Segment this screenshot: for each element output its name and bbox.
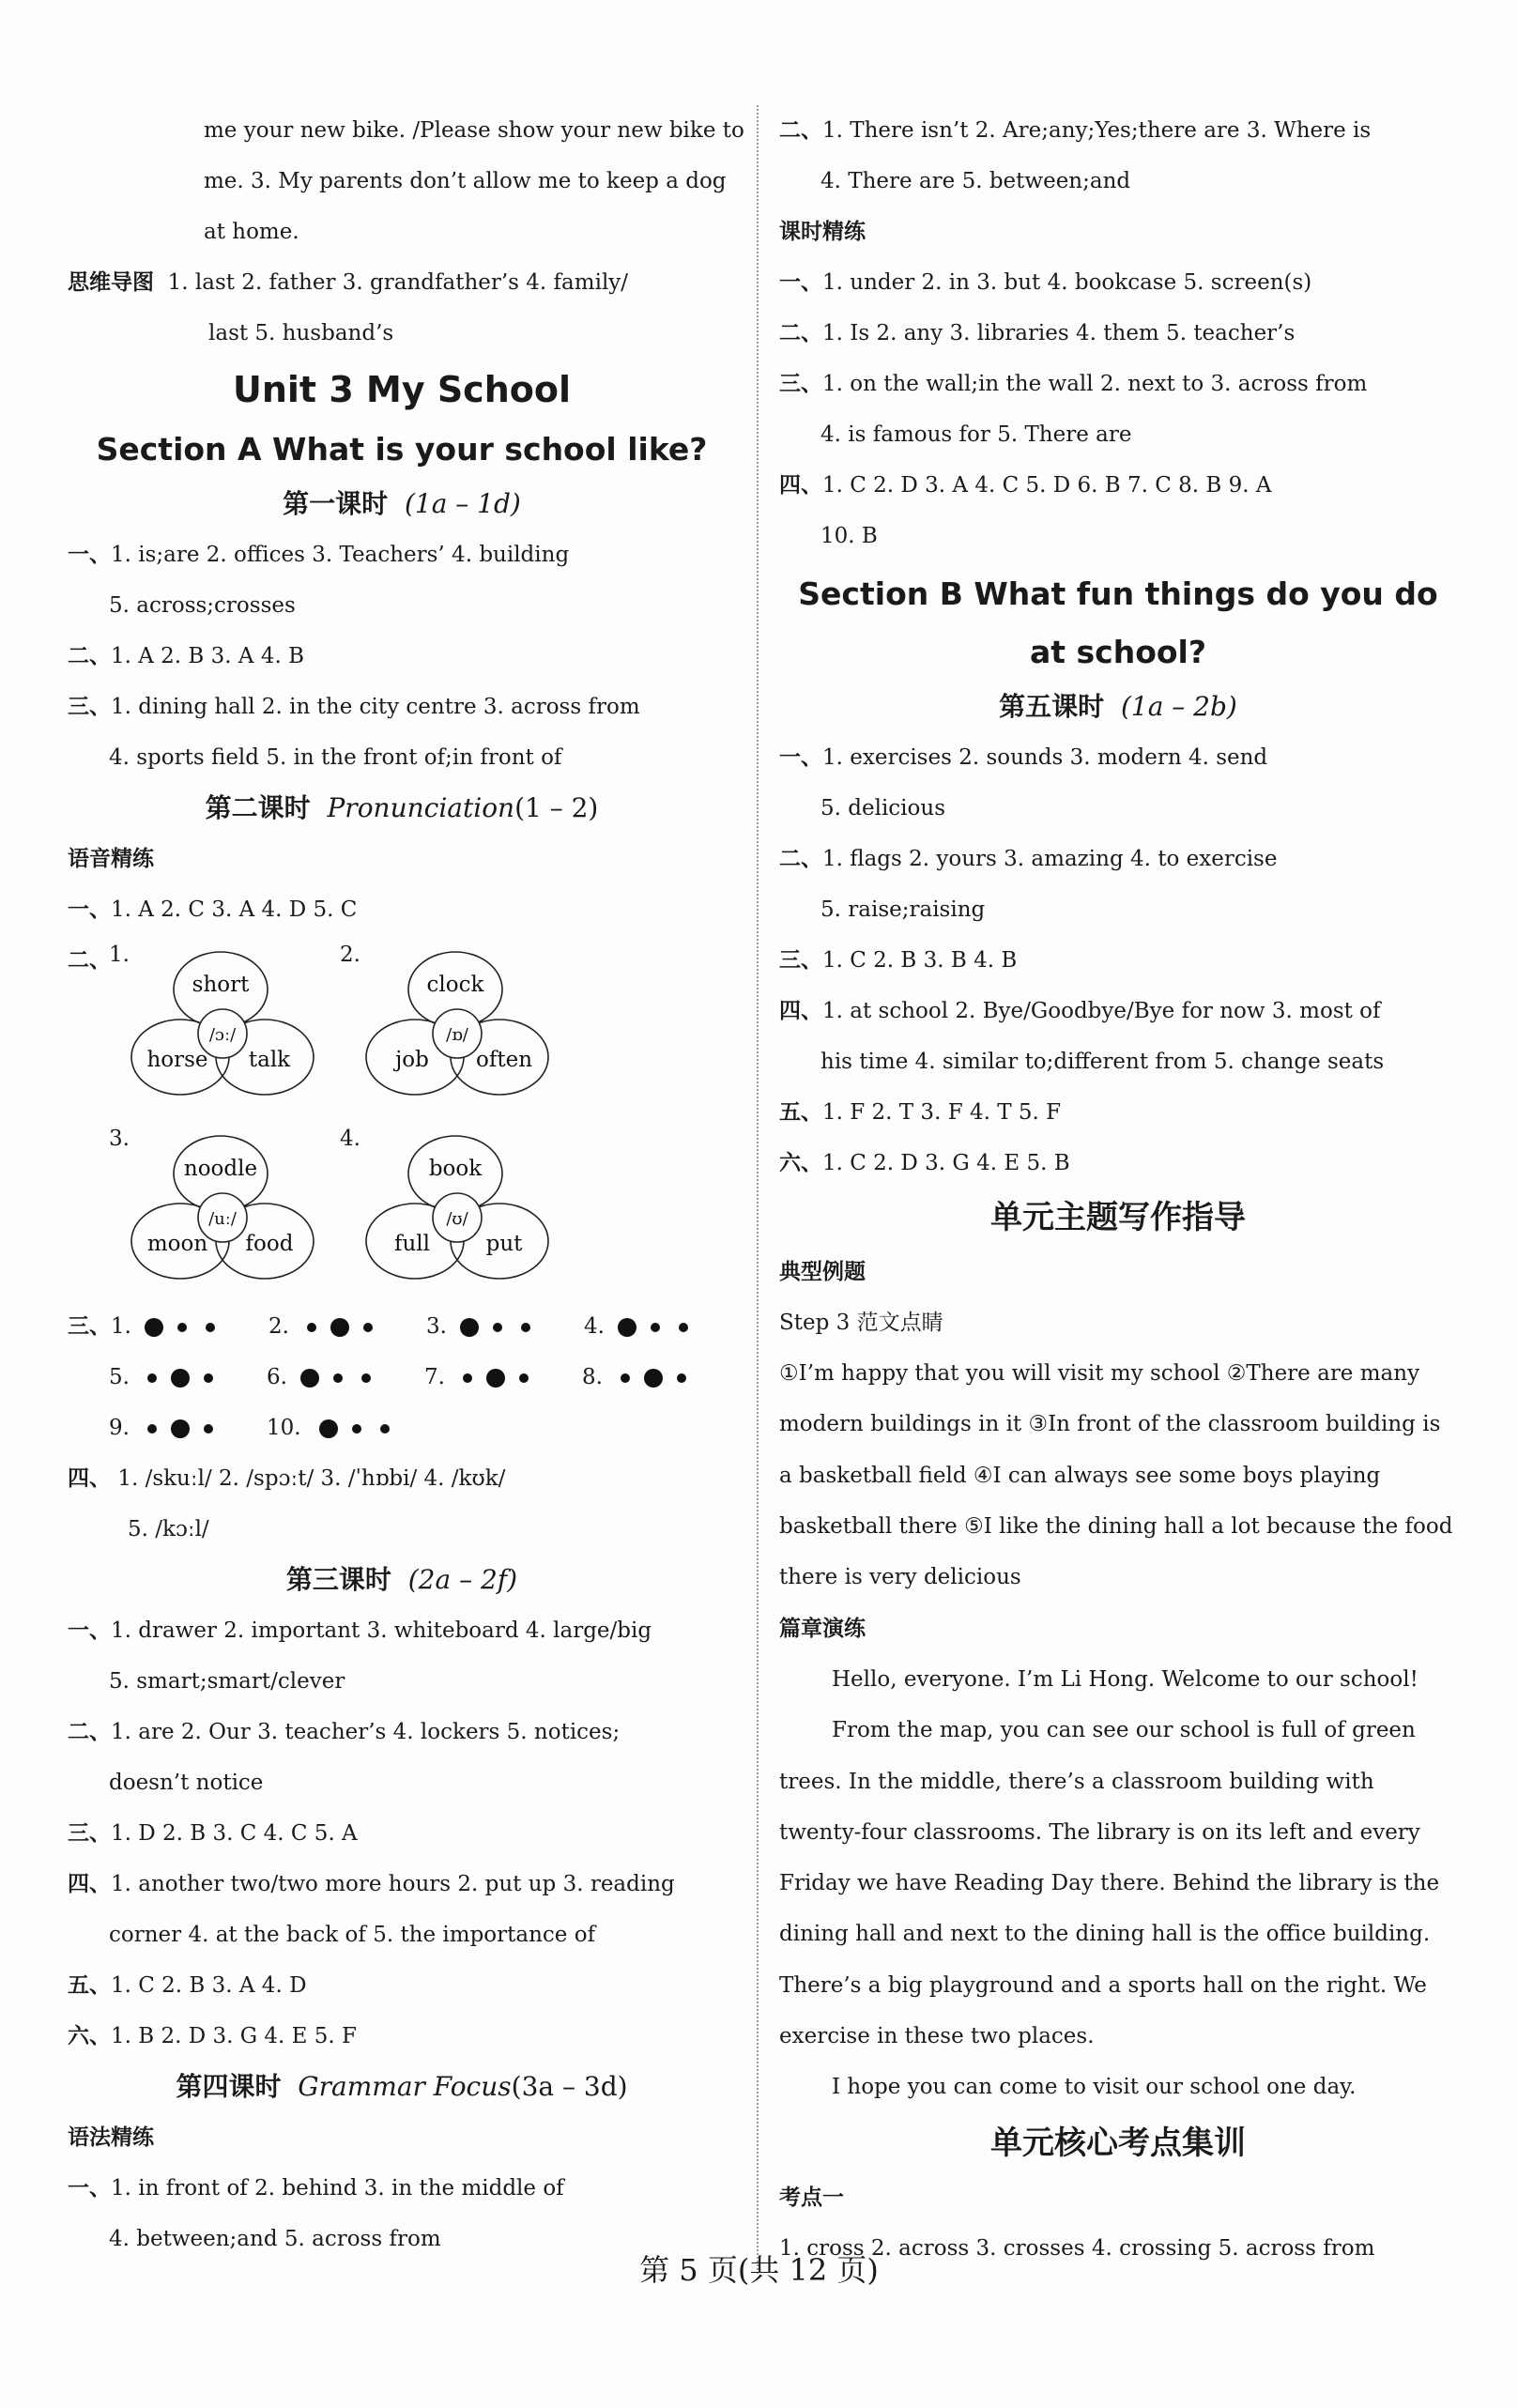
flower-number: 1.	[109, 943, 130, 967]
stress-number: 6.	[267, 1365, 287, 1389]
phonics-label: 语音精练	[68, 847, 154, 871]
unstressed-dot	[521, 1323, 530, 1332]
exercise-row	[68, 1960, 736, 2011]
exercise-answers: 1. C 2. B 3. A 4. D	[111, 1973, 307, 1998]
exercise-answers-cont: 4. between;and 5. across from	[109, 2227, 441, 2251]
unstressed-dot	[621, 1373, 630, 1383]
exercise-answers: 1. Is 2. any 3. libraries 4. them 5. teacher’s	[822, 321, 1296, 345]
exercise-answers: 1. D 2. B 3. C 4. C 5. A	[111, 1821, 358, 1846]
model-sentences	[779, 1348, 1457, 1603]
exercise-label: 五、	[779, 1100, 822, 1125]
lesson-title: 第一课时	[283, 488, 389, 519]
lesson-range: (1a – 2b)	[1120, 691, 1237, 722]
stress-number: 1.	[111, 1314, 131, 1339]
exercise-row	[779, 257, 1457, 308]
exercise-answers-cont: 5. delicious	[820, 796, 946, 821]
exercise-row	[68, 1605, 736, 1656]
lesson-range: (3a – 3d)	[511, 2071, 628, 2102]
exercise-label: 一、	[68, 897, 111, 922]
exercise-row	[68, 631, 736, 682]
exercise-label: 四、	[779, 473, 822, 498]
flower-word-right: food	[245, 1232, 294, 1256]
grammar-label: 语法精练	[68, 2125, 154, 2150]
exercise-answers-cont: corner 4. at the back of 5. the importance of	[109, 1923, 596, 1947]
flower-word-left: full	[393, 1232, 431, 1256]
exercise-row	[779, 1087, 1457, 1138]
stress-number: 5.	[109, 1365, 130, 1389]
exercise-label: 一、	[68, 2176, 111, 2201]
stressed-dot	[330, 1318, 349, 1337]
lesson-range: (1a – 1d)	[404, 488, 521, 519]
exercise-label: 二、	[779, 847, 822, 871]
unstressed-dot	[361, 1373, 371, 1383]
phonics-flower-row	[68, 935, 736, 1113]
exercise-label: 二、	[68, 644, 111, 668]
unstressed-dot	[679, 1323, 688, 1332]
flower-word-left: horse	[146, 1048, 208, 1072]
flower-number: 2.	[340, 943, 360, 967]
flower-number: 3.	[109, 1127, 130, 1151]
mind-map-row	[68, 257, 736, 308]
exercise-answers-cont: doesn’t notice	[109, 1771, 264, 1795]
exercise-row	[68, 2011, 736, 2062]
exercise-answers-cont: 5. across;crosses	[109, 593, 296, 618]
exercise-row	[68, 1859, 736, 1910]
unit-title: Unit 3 My School	[233, 369, 571, 410]
point-1-label: 考点一	[779, 2186, 844, 2210]
section-a-title: Section A What is your school like?	[96, 431, 708, 468]
exercise-label: 三、	[68, 695, 111, 719]
left-column	[68, 105, 744, 2264]
stressed-dot	[319, 1419, 338, 1438]
lesson-title: 第二课时	[205, 792, 311, 823]
exercise-row	[779, 834, 1457, 884]
exercise-answers-cont: 5. /kɔːl/	[128, 1517, 209, 1541]
exercise-label: 三、	[779, 372, 822, 396]
stress-row	[68, 1403, 736, 1453]
stress-row	[68, 1352, 736, 1403]
essay-paragraph: From the map, you can see our school is full of green trees. In the middle, there’s a classroom building with twenty-four classrooms. The library is on its left and every Friday we have Reading Day there. Behind the library is the dining hall and next to the dining hall is the office building. There’s a big playground and a sports hall on the right. We exercise in these two places.	[779, 1718, 1440, 2049]
stress-dots	[300, 1316, 385, 1339]
stress-item	[584, 1301, 742, 1352]
stressed-dot	[171, 1419, 190, 1438]
lesson-name: Grammar Focus	[298, 2071, 512, 2102]
exercise-answers: 1. C 2. D 3. G 4. E 5. B	[822, 1151, 1070, 1175]
page-footer: 第 5 页(共 12 页)	[639, 2252, 879, 2288]
stressed-dot	[486, 1369, 505, 1388]
flower-phoneme: /ɒ/	[446, 1025, 468, 1045]
exercise-answers-cont: 5. smart;smart/clever	[109, 1669, 345, 1694]
stress-item	[111, 1301, 268, 1352]
unstressed-dot	[651, 1323, 660, 1332]
flower-word-right: put	[485, 1232, 523, 1256]
exercise-row	[68, 1453, 736, 1504]
exercise-row	[68, 682, 736, 732]
stress-dots	[143, 1316, 227, 1339]
exercise-row	[779, 359, 1457, 409]
lesson-5-heading	[779, 682, 1457, 732]
exercise-answers: 1. A 2. C 3. A 4. D 5. C	[111, 897, 358, 922]
phonics-flower-diagram	[129, 935, 345, 1113]
flower-word-left: moon	[146, 1232, 208, 1256]
flower-phoneme: /uː/	[208, 1209, 237, 1229]
exercise-label: 二、	[779, 118, 822, 143]
point-1-answers: 1. cross 2. across 3. crosses 4. crossing 5. across from	[779, 2236, 1375, 2261]
stressed-dot	[171, 1369, 190, 1388]
flower-number: 4.	[340, 1127, 360, 1151]
unstressed-dot	[206, 1323, 215, 1332]
exercise-label: 三、	[68, 1314, 111, 1339]
exercise-answers: 1. /skuːl/ 2. /spɔːt/ 3. /ˈhɒbi/ 4. /kʊk/	[117, 1466, 506, 1491]
exercise-label: 一、	[68, 1618, 111, 1643]
answer-line: me your new bike. /Please show your new bike to	[204, 118, 744, 143]
exercise-label: 四、	[779, 999, 822, 1023]
mind-map-label: 思维导图	[68, 270, 154, 295]
stress-dots	[141, 1367, 225, 1389]
lesson-1-heading	[68, 479, 736, 529]
exercise-label: 二、	[68, 1720, 111, 1744]
unstressed-dot	[147, 1424, 157, 1434]
essay-paragraph: Hello, everyone. I’m Li Hong. Welcome to our school!	[832, 1667, 1418, 1692]
exercise-label: 一、	[68, 543, 111, 567]
answer-line: at home.	[204, 220, 299, 244]
lesson-title: 第四课时	[176, 2071, 282, 2102]
column-divider	[757, 105, 759, 2274]
phonics-flower-diagram	[129, 1119, 345, 1297]
exercise-answers: 1. B 2. D 3. G 4. E 5. F	[111, 2024, 357, 2048]
essay	[779, 1654, 1457, 2114]
lesson-2-heading	[68, 783, 736, 834]
flower-word-right: talk	[248, 1048, 291, 1072]
lesson-name: Pronunciation	[327, 792, 515, 823]
flower-word-top: short	[192, 973, 250, 997]
unstressed-dot	[380, 1424, 390, 1434]
core-points-title: 单元核心考点集训	[990, 2124, 1246, 2162]
flower-word-top: clock	[426, 973, 484, 997]
stress-dots	[614, 1367, 698, 1389]
stress-row	[68, 1301, 736, 1352]
stress-item	[582, 1352, 740, 1403]
stress-number: 4.	[584, 1314, 605, 1339]
mind-map-answers-cont: last 5. husband’s	[208, 321, 394, 345]
exercise-answers: 1. There isn’t 2. Are;any;Yes;there are 3. Where is	[822, 118, 1372, 143]
exercise-answers-cont: 10. B	[820, 524, 878, 548]
stress-dots	[458, 1316, 543, 1339]
exercise-answers-cont: 4. is famous for 5. There are	[820, 422, 1132, 447]
lesson-title: 第五课时	[999, 691, 1105, 722]
unstressed-dot	[307, 1323, 316, 1332]
unstressed-dot	[519, 1373, 529, 1383]
lesson-4-heading	[68, 2062, 736, 2112]
lesson-range: (1 – 2)	[514, 792, 599, 823]
exercise-row	[68, 1808, 736, 1859]
unstressed-dot	[147, 1373, 157, 1383]
exercise-row	[68, 2163, 736, 2214]
exercise-answers: 1. in front of 2. behind 3. in the middle of	[111, 2176, 564, 2201]
unstressed-dot	[493, 1323, 502, 1332]
stress-item	[424, 1352, 582, 1403]
unstressed-dot	[363, 1323, 373, 1332]
exercise-answers-cont: his time 4. similar to;different from 5. change seats	[820, 1050, 1385, 1074]
exercise-label: 六、	[779, 1151, 822, 1175]
exercise-label: 一、	[779, 745, 822, 770]
stress-number: 9.	[109, 1416, 130, 1440]
exercise-answers: 1. dining hall 2. in the city centre 3. across from	[111, 695, 640, 719]
writing-guide-title: 单元主题写作指导	[990, 1199, 1246, 1236]
exercise-row	[779, 732, 1457, 783]
exercise-label: 三、	[68, 1821, 111, 1846]
exercise-answers-cont: 4. sports field 5. in the front of;in front of	[109, 745, 562, 770]
flower-phoneme: /ʊ/	[446, 1209, 468, 1229]
unstressed-dot	[463, 1373, 472, 1383]
exercise-row	[779, 986, 1457, 1036]
exercise-answers: 1. is;are 2. offices 3. Teachers’ 4. building	[111, 543, 570, 567]
stress-item	[267, 1403, 424, 1453]
mind-map-answers: 1. last 2. father 3. grandfather’s 4. family/	[167, 270, 629, 295]
unstressed-dot	[333, 1373, 343, 1383]
stress-item	[426, 1301, 584, 1352]
flower-word-left: job	[395, 1048, 429, 1072]
exercise-row	[779, 105, 1457, 156]
exercise-answers: 1. another two/two more hours 2. put up 3. reading	[111, 1872, 675, 1896]
exercise-answers: 1. C 2. B 3. B 4. B	[822, 948, 1018, 973]
exercise-label: 四、	[68, 1466, 111, 1491]
unstressed-dot	[352, 1424, 361, 1434]
exercise-answers: 1. on the wall;in the wall 2. next to 3. across from	[822, 372, 1368, 396]
lesson-title: 第三课时	[285, 1564, 391, 1595]
exercise-label: 二、	[779, 321, 822, 345]
exercise-label: 二、	[68, 948, 111, 973]
stress-dots	[317, 1418, 402, 1440]
exercise-label: 一、	[779, 270, 822, 295]
stressed-dot	[460, 1318, 479, 1337]
exercise-answers: 1. flags 2. yours 3. amazing 4. to exercise	[822, 847, 1278, 871]
stressed-dot	[618, 1318, 636, 1337]
right-column	[779, 105, 1457, 2274]
phonics-flower-diagram	[363, 935, 579, 1113]
stressed-dot	[145, 1318, 163, 1337]
practice-label: 课时精练	[779, 220, 866, 244]
stress-item	[109, 1352, 267, 1403]
stress-item	[267, 1352, 424, 1403]
unstressed-dot	[677, 1373, 686, 1383]
model-sentences-text: ①I’m happy that you will visit my school ②There are many modern buildings in it ③In front of the classroom building is a basketball field ④I can always see some boys playing basketball there ⑤I like the dining hall a lot because the food there is very delicious	[779, 1361, 1453, 1590]
stress-dots	[141, 1418, 225, 1440]
flower-word-top: noodle	[183, 1157, 258, 1181]
lesson-range: (2a – 2f)	[407, 1564, 518, 1595]
unstressed-dot	[177, 1323, 187, 1332]
unstressed-dot	[204, 1373, 213, 1383]
stressed-dot	[644, 1369, 663, 1388]
exercise-answers: 1. drawer 2. important 3. whiteboard 4. large/big	[111, 1618, 652, 1643]
stress-number: 10.	[267, 1416, 301, 1440]
stress-number: 2.	[268, 1314, 289, 1339]
exercise-answers: 1. C 2. D 3. A 4. C 5. D 6. B 7. C 8. B 9. A	[822, 473, 1272, 498]
exercise-label: 四、	[68, 1872, 111, 1896]
phonics-flower-diagram	[363, 1119, 579, 1297]
exercise-answers: 1. A 2. B 3. A 4. B	[111, 644, 304, 668]
exercise-answers-cont: 5. raise;raising	[820, 897, 986, 922]
answer-line: me. 3. My parents don’t allow me to keep a dog	[204, 169, 727, 193]
exercise-answers-cont: 4. There are 5. between;and	[820, 169, 1131, 193]
exercise-row	[68, 1707, 736, 1757]
flower-phoneme: /ɔː/	[208, 1025, 237, 1045]
exercise-row	[68, 529, 736, 580]
stress-dots	[616, 1316, 700, 1339]
flower-word-right: often	[475, 1048, 533, 1072]
exercise-answers: 1. at school 2. Bye/Goodbye/Bye for now 3. most of	[822, 999, 1381, 1023]
exercise-answers: 1. F 2. T 3. F 4. T 5. F	[822, 1100, 1062, 1125]
stress-number: 3.	[426, 1314, 447, 1339]
exercise-row	[68, 884, 736, 935]
unstressed-dot	[204, 1424, 213, 1434]
exercise-row	[779, 935, 1457, 986]
stress-number: 8.	[582, 1365, 603, 1389]
stress-item	[109, 1403, 267, 1453]
example-label: 典型例题	[779, 1260, 866, 1284]
exercise-row	[779, 308, 1457, 359]
phonics-flower-row	[68, 1119, 736, 1297]
exercise-answers: 1. under 2. in 3. but 4. bookcase 5. screen(s)	[822, 270, 1312, 295]
exercise-answers: 1. exercises 2. sounds 3. modern 4. send	[822, 745, 1268, 770]
section-b-title: Section B What fun things do you do	[798, 575, 1438, 612]
stress-dots	[299, 1367, 383, 1389]
lesson-3-heading	[68, 1555, 736, 1605]
chapter-practice-label: 篇章演练	[779, 1617, 866, 1641]
stress-number: 7.	[424, 1365, 445, 1389]
flower-word-top: book	[428, 1157, 483, 1181]
essay-paragraph: I hope you can come to visit our school one day.	[832, 2075, 1357, 2100]
step-3-label: Step 3 范文点睛	[779, 1311, 943, 1335]
stress-dots	[456, 1367, 541, 1389]
stressed-dot	[300, 1369, 319, 1388]
exercise-row	[779, 1138, 1457, 1189]
section-b-title-cont: at school?	[1029, 634, 1207, 670]
exercise-label: 三、	[779, 948, 822, 973]
stress-item	[268, 1301, 426, 1352]
exercise-label: 五、	[68, 1973, 111, 1998]
exercise-label: 六、	[68, 2024, 111, 2048]
exercise-row	[779, 460, 1457, 511]
exercise-answers: 1. are 2. Our 3. teacher’s 4. lockers 5. notices;	[111, 1720, 621, 1744]
